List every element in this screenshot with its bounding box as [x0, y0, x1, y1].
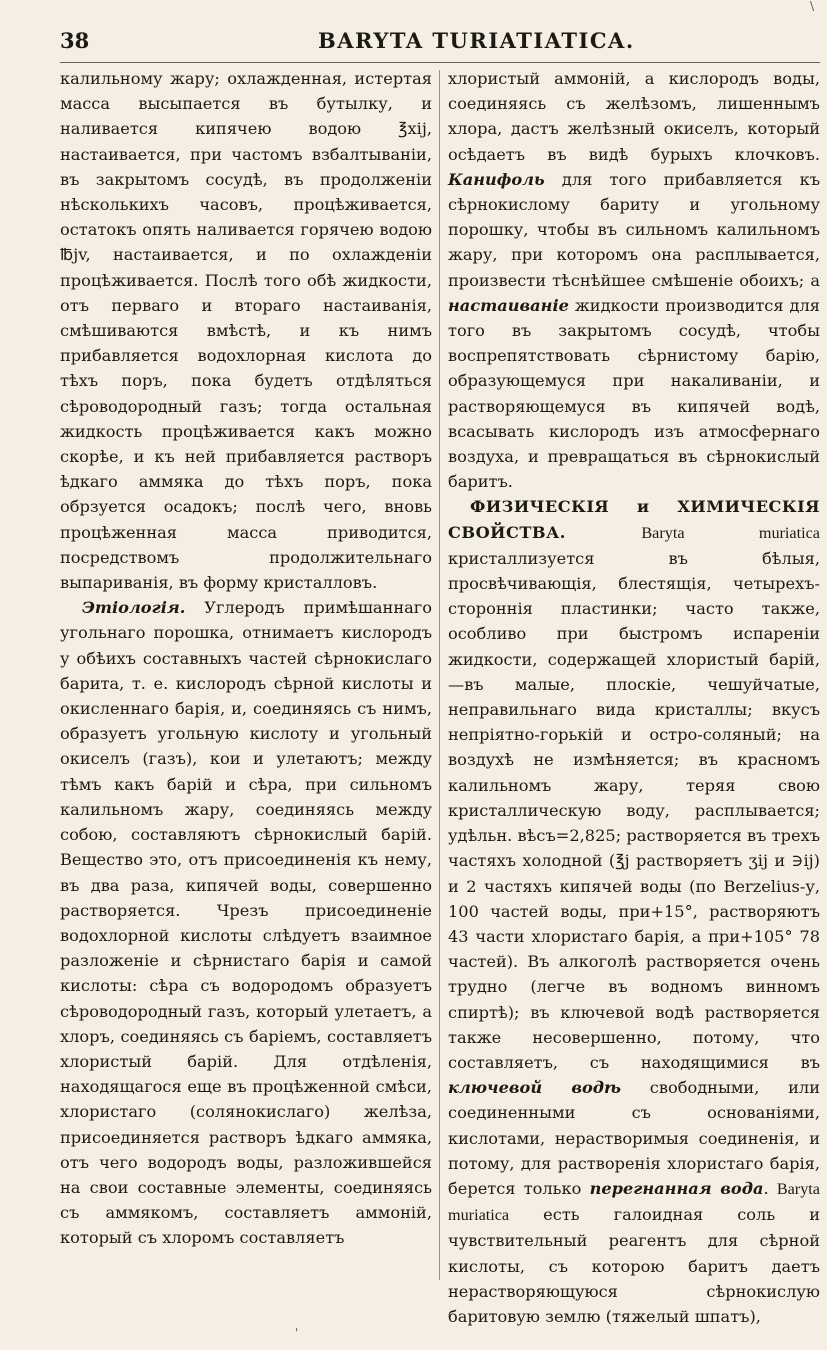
right-para1-text: хлористый аммоній, а кислородъ воды, соединяясь съ желѣзомъ, лишеннымъ хлора, дастъ желѣзный окиселъ, который осѣдаетъ въ видѣ бурыхъ клочковъ. [448, 69, 820, 164]
latin-name-1: Baryta muriatica [641, 523, 820, 542]
distilled-water-term: перегнанная вода [589, 1178, 764, 1198]
header-rule [60, 62, 820, 63]
right-para1-end: жидкости производится для того въ закрытомъ сосудѣ, чтобы воспрепятствовать сѣрнистому барію, образующемуся при накаливаніи, и растворяющемуся въ кипячей водѣ, всасывать кислородъ изъ атмосфернаго воздуха, и превращаться въ сѣрнокислый баритъ. [448, 295, 820, 492]
column-divider [439, 70, 440, 1280]
bottom-mark: ' [295, 1326, 299, 1340]
left-paragraph-1: калильному жару; охлажденная, истертая масса высыпается въ бутылку, и наливается кипячею водою ℥xij, настаивается, при частомъ взбалтываніи, въ закрытомъ сосудѣ, въ продолженіи нѣсколькихъ часовъ, процѣживается, остатокъ опять наливается горячею водою ℔jv, настаивается, и по охлажденіи процѣживается. Послѣ того обѣ жидкости, отъ перваго и втораго настаиванія, смѣшиваются вмѣстѣ, и къ нимъ прибавляется водохлорная кислота до тѣхъ поръ, пока будетъ отдѣляться сѣроводородный газъ; тогда остальная жидкость процѣживается какъ можно скорѣе, и къ ней прибавляется растворъ ѣдкаго аммяка до тѣхъ поръ, пока обрзуется осадокъ; послѣ чего, вновь процѣженная масса приводится, посредствомъ продолжительнаго выпариванія, въ форму кристалловъ. [60, 69, 432, 593]
page-header [60, 22, 820, 56]
kanifol-term: Канифоль [448, 169, 545, 189]
corner-mark: \ [810, 0, 815, 13]
properties-end: есть галоидная соль и чувствительный реагентъ для сѣрной кислоты, съ которою баритъ даетъ нерастворяющуюся сѣрнокислую баритовую землю (тяжелый шпатъ), [448, 1205, 820, 1326]
left-paragraph-2 [60, 595, 432, 1250]
latin-name-2: Baryta muriatica [448, 1179, 820, 1225]
right-paragraph-2: ФИЗИЧЕСКІЯ и ХИМИЧЕСКІЯ СВОЙСТВА. Baryta muriatica кристаллизуется въ бѣлыя, просвѣчивающія, блестящія, четырехъ-стороннія пластинки; часто также, особливо при быстромъ испареніи жидкости, содержащей хлористый барій,—въ малые, плоскіе, чешуйчатые, неправильнаго вида кристаллы; вкусъ непріятно-горькій и остро-соляный; на воздухѣ не измѣняется; въ красномъ калильномъ жару, теряя свою кристаллическую воду, расплывается; удѣльн. вѣсъ=2,825; растворяется въ трехъ частяхъ холодной (℥j растворяетъ ʒij и ∋ij) и 2 частяхъ кипячей воды (по Berzelius-у, 100 частей воды, при+15°, растворяютъ 43 части хлористаго барія, а при+105° 78 частей). Въ алкоголѣ растворяется очень трудно (легче въ водномъ винномъ спиртѣ); въ ключевой водѣ растворяется также несовершенно, потому, что составляетъ, съ находящимися въ ключевой водѣ свободными, или соединенными съ основаніями, кислотами, нерастворимыя соединенія, и потому, для растворенія хлористаго барія, берется только перегнанная вода. Baryta muriatica есть галоидная соль и чувствительный реагентъ для сѣрной кислоты, съ которою баритъ даетъ нерастворяющуюся сѣрнокислую баритовую землю (тяжелый шпатъ), [448, 497, 820, 1326]
running-title: BARYTA TURIATIATICA. [318, 28, 635, 53]
properties-text: кристаллизуется въ бѣлыя, просвѣчивающія, блестящія, четырехъ-стороннія пластинки; часто также, особливо при быстромъ испареніи жидкости, содержащей хлористый барій,—въ малые, плоскіе, чешуйчатые, неправильнаго вида кристаллы; вкусъ непріятно-горькій и остро-соляный; на воздухѣ не измѣняется; въ красномъ калильномъ жару, теряя свою кристаллическую воду, расплывается; удѣльн. вѣсъ=2,825; растворяется въ трехъ частяхъ холодной (℥j растворяетъ ʒij и ∋ij) и 2 частяхъ кипячей воды (по Berzelius-у, 100 частей воды, при+15°, растворяютъ 43 части хлористаго барія, а при+105° 78 частей). Въ алкоголѣ растворяется очень трудно (легче въ водномъ винномъ спиртѣ); въ ключевой водѣ растворяется также несовершенно, потому, что составляетъ, съ находящимися въ [448, 548, 820, 1072]
page-number: 38 [60, 28, 90, 53]
right-para1-cont: для того прибавляется къ сѣрнокислому бариту и угольному порошку, чтобы въ сильномъ калильномъ жару, при которомъ она расплывается, произвести тѣснѣйшее смѣшеніе обоихъ; а [448, 169, 820, 290]
etiology-text: Углеродъ примѣшаннаго угольнаго порошка, отнимаетъ кислородъ у обѣихъ составныхъ частей сѣрнокислаго барита, т. е. кислородъ сѣрной кислоты и окисленнаго барія, и, соединяясь съ нимъ, образуетъ угольную кислоту и угольный окиселъ (газъ), кои и улетаютъ; между тѣмъ какъ барій и сѣра, при сильномъ калильномъ жару, соединяясь между собою, составляютъ сѣрнокислый барій. Вещество это, отъ присоединенія къ нему, въ два раза, кипячей воды, совершенно растворяется. Чрезъ присоединеніе водохлорной кислоты слѣдуетъ взаимное разложеніе и сѣрнистаго барія и самой кислоты: сѣра съ водородомъ образуетъ сѣроводородный газъ, который улетаетъ, а хлоръ, соединяясь съ баріемъ, составляетъ хлористый барій. Для отдѣленія, находящагося еще въ процѣженной смѣси, хлористаго (солянокислаго) желѣза, присоединяется растворъ ѣдкаго аммяка, отъ чего водородъ воды, разложившейся на свои составные элементы, соединяясь съ аммякомъ, составляетъ аммоній, который съ хлоромъ составляетъ [60, 598, 432, 1248]
etiology-label: Этіологія. [82, 598, 186, 618]
properties-heading: ФИЗИЧЕСКІЯ и ХИМИЧЕСКІЯ СВОЙСТВА. [448, 497, 820, 542]
properties-cont: свободными, или соединенными съ основаніями, кислотами, нерастворимыя соединенія, и потому, для растворенія хлористаго барія, берется только [448, 1078, 820, 1198]
left-column [60, 66, 432, 1251]
right-paragraph-1 [448, 66, 820, 494]
spring-water-term: ключевой водѣ [448, 1078, 622, 1098]
nastaivanie-term: настаиваніе [448, 295, 569, 315]
right-column [448, 66, 820, 1329]
